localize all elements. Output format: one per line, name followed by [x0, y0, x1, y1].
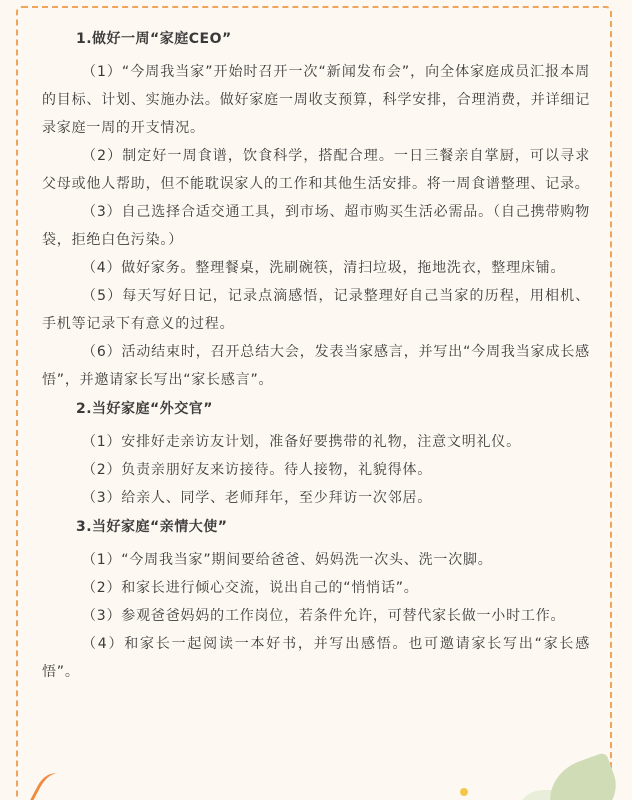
article-body: [42, 30, 590, 686]
section-3-item-4: （4）和家长一起阅读一本好书，并写出感悟。也可邀请家长写出“家长感悟”。: [42, 636, 590, 680]
section-1-item-5: （5）每天写好日记，记录点滴感悟，记录整理好自己当家的历程，用相机、手机等记录下有意义的过程。: [42, 288, 590, 332]
section-3-item-1: （1）“今周我当家”期间要给爸爸、妈妈洗一次头、洗一次脚。: [82, 552, 493, 568]
section-3-item-3: （3）参观爸爸妈妈的工作岗位，若条件允许，可替代家长做一小时工作。: [82, 608, 566, 624]
section-heading-2: 2.当好家庭“外交官”: [76, 401, 213, 417]
section-1-item-1: （1）“今周我当家”开始时召开一次“新闻发布会”，向全体家庭成员汇报本周的目标、计划、实施办法。做好家庭一周收支预算，科学安排，合理消费，并详细记录家庭一周的开支情况。: [42, 64, 590, 136]
section-2-item-3: （3）给亲人、同学、老师拜年，至少拜访一次邻居。: [82, 490, 433, 506]
section-heading-1: 1.做好一周“家庭CEO”: [76, 31, 232, 47]
section-heading-3: 3.当好家庭“亲情大使”: [76, 519, 228, 535]
section-1-item-3: （3）自己选择合适交通工具，到市场、超市购买生活必需品。（自己携带购物袋，拒绝白色污染。）: [42, 204, 590, 248]
section-1-item-2: （2）制定好一周食谱，饮食科学，搭配合理。一日三餐亲自掌厨，可以寻求父母或他人帮助，但不能耽误家人的工作和其他生活安排。将一周食谱整理、记录。: [42, 148, 590, 192]
section-2-item-1: （1）安排好走亲访友计划，准备好要携带的礼物，注意文明礼仪。: [82, 434, 521, 450]
section-3-item-2: （2）和家长进行倾心交流，说出自己的“悄悄话”。: [82, 580, 419, 596]
section-1-item-4: （4）做好家务。整理餐桌，洗刷碗筷，清扫垃圾，拖地洗衣，整理床铺。: [82, 260, 566, 276]
yellow-dot-decoration: [460, 788, 468, 796]
section-1-item-6: （6）活动结束时，召开总结大会，发表当家感言，并写出“今周我当家成长感悟”，并邀请家长写出“家长感言”。: [42, 344, 590, 388]
section-2-item-2: （2）负责亲朋好友来访接待。待人接物，礼貌得体。: [82, 462, 433, 478]
